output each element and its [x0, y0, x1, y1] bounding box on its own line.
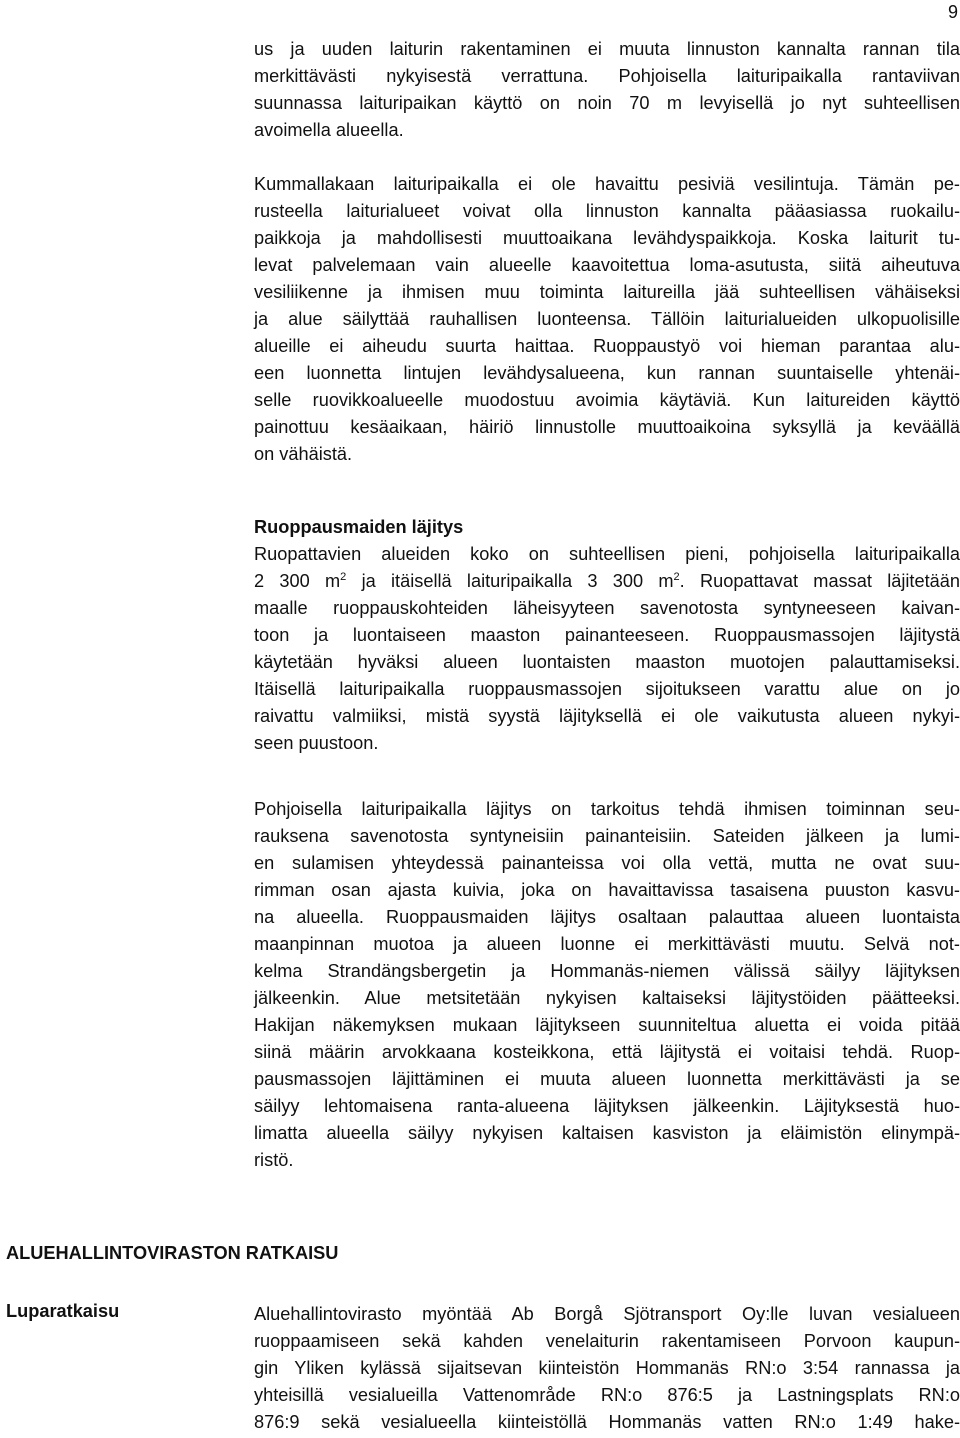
text-line: rauksena savenotosta syntyneisiin painanteisiin. Sateiden jälkeen ja lumi-: [254, 826, 960, 846]
text-line: Pohjoisella laituripaikalla läjitys on tarkoitus tehdä ihmisen toiminnan seu-: [254, 799, 960, 819]
text-line: on vähäistä.: [254, 444, 353, 464]
text-line: merkittävästi nykyisestä verrattuna. Pohjoisella laituripaikalla rantaviivan: [254, 66, 960, 86]
text-line: paikkoja ja mahdollisesti muuttoaikana levähdyspaikkoja. Koska laiturit tu-: [254, 228, 960, 248]
text-line: limatta alueella säilyy nykyisen kaltaisen kasviston ja eläimistön elinympä-: [254, 1123, 960, 1143]
text-line: maalle ruoppauskohteiden läheisyyteen savenotosta syntyneeseen kaivan-: [254, 598, 960, 618]
section-heading: Ruoppausmaiden läjitys: [254, 517, 464, 537]
text-line: Hakijan näkemyksen mukaan läjitykseen suunniteltua aluetta ei voida pitää: [254, 1015, 960, 1035]
paragraph-no-nesting: [254, 171, 960, 468]
text-line: Aluehallintovirasto myöntää Ab Borgå Sjötransport Oy:lle luvan vesialueen: [254, 1304, 960, 1324]
text-line: Kummallakaan laituripaikalla ei ole havaittu pesiviä vesilintuja. Tämän pe-: [254, 174, 960, 194]
decision-heading: ALUEHALLINTOVIRASTON RATKAISU: [6, 1243, 339, 1263]
text-line: seen puustoon.: [254, 733, 379, 753]
text-line: maanpinnan muotoa ja alueen luonne ei merkittävästi muutu. Selvä not-: [254, 934, 960, 954]
paragraph-northern-deposit: [254, 796, 960, 1174]
text-line: kelma Strandängsbergetin ja Hommanäs-niemen välissä säilyy läjityksen: [254, 961, 960, 981]
text-line: siinä määrin arvokkaana kosteikkona, että läjitystä ei voitaisi tehdä. Ruop-: [254, 1042, 960, 1062]
section-ruoppausmaiden-lajitys: [254, 514, 960, 757]
text-line: toon ja luontaiseen maaston painanteeseen. Ruoppausmassojen läjitystä: [254, 625, 960, 645]
text-line: rimman osan ajasta kuivia, joka on havaittavissa tasaisena puuston kasvu-: [254, 880, 960, 900]
text-line: yhteisillä vesialueilla Vattenområde RN:o 876:5 ja Lastningsplats RN:o: [254, 1385, 960, 1405]
text-line: raivattu valmiiksi, mistä syystä läjityksellä ei ole vaikutusta alueen nykyi-: [254, 706, 960, 726]
permit-decision-heading: Luparatkaisu: [6, 1301, 120, 1321]
text-line: en sulamisen yhteydessä painanteissa voi olla vettä, mutta ne ovat suu-: [254, 853, 960, 873]
text-line: painottuu kesäaikaan, häiriö linnustolle muuttoaikoina syksyllä ja keväällä: [254, 417, 960, 437]
text-line: avoimella alueella.: [254, 120, 404, 140]
text-line: gin Yliken kylässä sijaitsevan kiinteistön Hommanäs RN:o 3:54 rannassa ja: [254, 1358, 960, 1378]
text-line: käytetään hyväksi alueen luontaisten maaston muotojen palauttamiseksi.: [254, 652, 960, 672]
text-line-area-sizes: 2 300 $m^2$ ja itäisellä laituripaikalla 3 300 $m^2$. Ruopattavat massat läjitetään: [254, 571, 960, 591]
text-line: alueille ei aiheudu suurta haittaa. Ruoppaustyö voi hieman parantaa alu-: [254, 336, 960, 356]
paragraph-permit-decision: [254, 1301, 960, 1436]
text-line: Ruopattavien alueiden koko on suhteellisen pieni, pohjoisella laituripaikalla: [254, 544, 960, 564]
text-line: suunnassa laituripaikan käyttö on noin 70 m levyisellä jo nyt suhteellisen: [254, 93, 960, 113]
text-line: na alueella. Ruoppausmaiden läjitys osaltaan palauttaa alueen luontaista: [254, 907, 960, 927]
text-line: ristö.: [254, 1150, 294, 1170]
text-line: levat palvelemaan vain alueelle kaavoitettua loma-asutusta, siitä aiheutuva: [254, 255, 960, 275]
paragraph-birds-impact: [254, 36, 960, 144]
text-line: vesiliikenne ja ihmisen muu toiminta laitureilla jää suhteellisen vähäiseksi: [254, 282, 960, 302]
text-line: 876:9 sekä vesialueella kiinteistöllä Hommanäs vatten RN:o 1:49 hake-: [254, 1412, 960, 1432]
text-line: selle ruovikkoalueelle muodostuu avoimia käytäviä. Kun laitureiden käyttö: [254, 390, 960, 410]
text-line: säilyy lehtomaisena ranta-alueena läjityksen jälkeenkin. Läjityksestä huo-: [254, 1096, 960, 1116]
page-number: 9: [947, 2, 958, 22]
text-line: ja alue säilyttää rauhallisen luonteensa. Tällöin laiturialueiden ulkopuolisille: [254, 309, 960, 329]
text-line: ruoppaamiseen sekä kahden venelaiturin rakentamiseen Porvoon kaupun-: [254, 1331, 960, 1351]
text-line: een luonnetta lintujen levähdysalueena, kun rannan suuntaiselle yhtenäi-: [254, 363, 960, 383]
text-line: jälkeenkin. Alue metsitetään nykyisen kaltaiseksi läjitystöiden päätteeksi.: [254, 988, 960, 1008]
text-line: us ja uuden laiturin rakentaminen ei muuta linnuston kannalta rannan tila: [254, 39, 960, 59]
text-line: rusteella laiturialueet voivat olla linnuston kannalta pääasiassa ruokailu-: [254, 201, 960, 221]
text-line: pausmassojen läjittäminen ei muuta alueen luonnetta merkittävästi ja se: [254, 1069, 960, 1089]
text-line: Itäisellä laituripaikalla ruoppausmassojen sijoitukseen varattu alue on jo: [254, 679, 960, 699]
